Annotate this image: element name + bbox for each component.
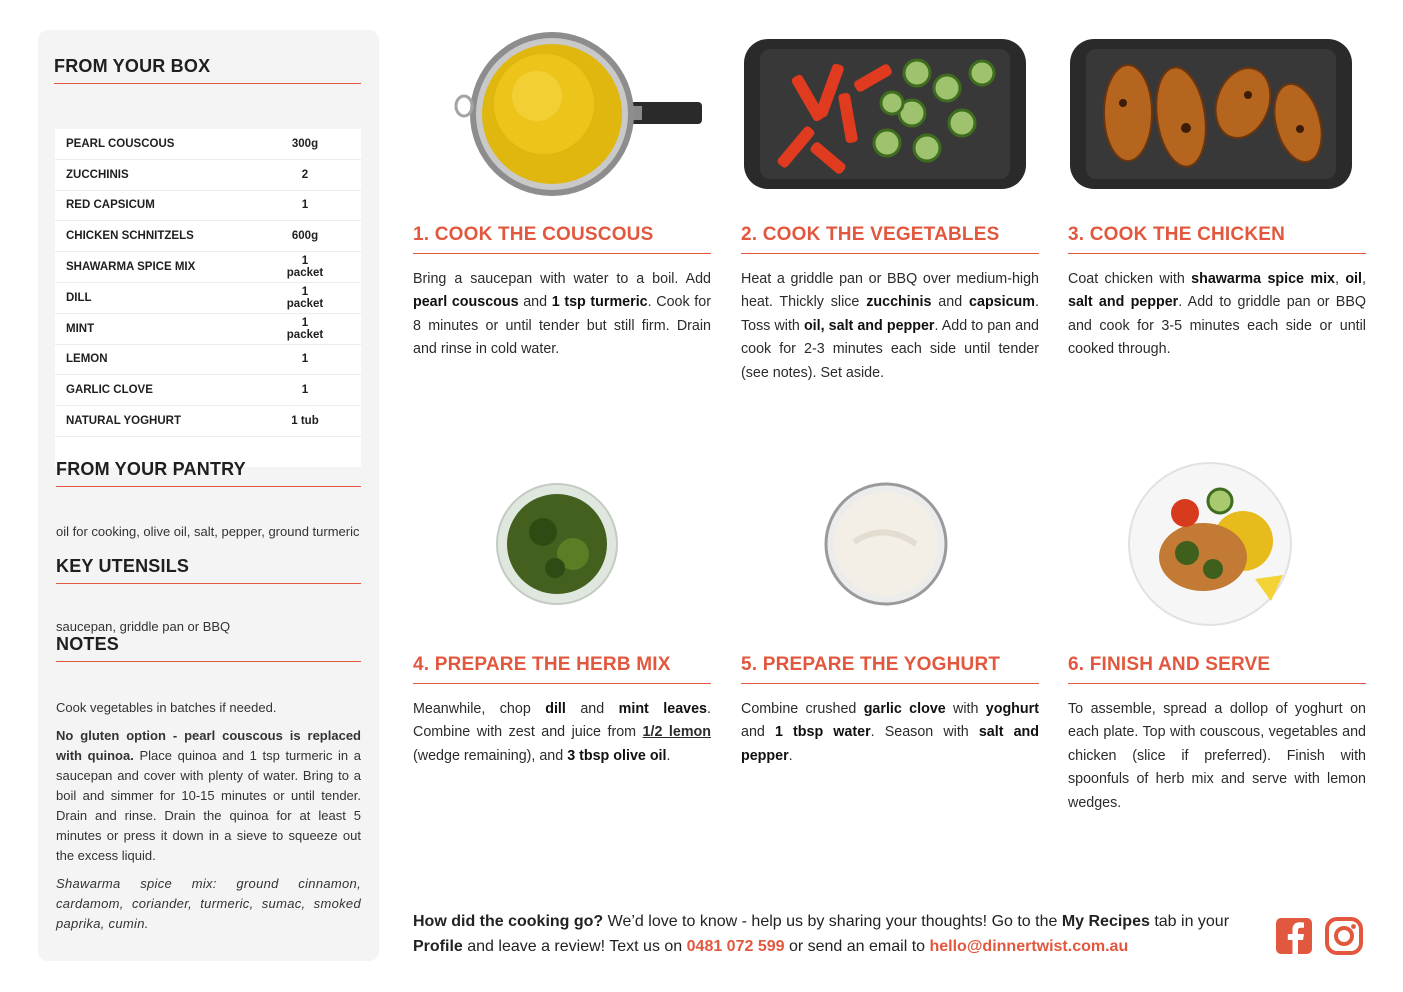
- chicken-griddle-image: [1068, 33, 1354, 193]
- step-text-part: salt and pepper: [741, 724, 1040, 764]
- step-text-part: (wedge remaining), and: [413, 747, 568, 764]
- footer-my-recipes: My Recipes: [1061, 913, 1150, 930]
- ingredient-quantity: 1: [301, 353, 309, 366]
- step-2-text: [741, 268, 1039, 385]
- footer-profile: Profile: [413, 938, 463, 955]
- step-5-text: [741, 698, 1039, 768]
- ingredient-row: [55, 345, 361, 376]
- notes-body: [56, 698, 361, 942]
- ingredient-name: GARLIC CLOVE: [66, 384, 153, 397]
- step-text-part: salt and pepper: [1068, 294, 1179, 311]
- step-text-part: Combine crushed: [741, 701, 864, 717]
- step-text-part: Meanwhile, chop: [413, 701, 546, 717]
- step-text-part: 3 tbsp olive oil: [567, 747, 667, 764]
- step-text-part: . Add to griddle pan or BBQ and cook for 3-5 minutes each side or until cooked through.: [1068, 294, 1366, 358]
- step-text-part: . Combine with zest and juice from: [413, 701, 711, 741]
- couscous-saucepan-image: [452, 30, 704, 198]
- vegetables-griddle-image: [742, 33, 1028, 193]
- step-1-text: [413, 268, 711, 362]
- step-text-part: and: [518, 294, 552, 311]
- footer-question: How did the cooking go?: [413, 913, 604, 930]
- step-text-part: Coat chicken with: [1068, 271, 1192, 287]
- step-6-text: [1068, 698, 1366, 815]
- step-3: [1068, 224, 1366, 362]
- ingredient-quantity: 2: [301, 168, 309, 181]
- step-text-part: 1 tsp turmeric: [551, 294, 648, 311]
- step-6-title: 6. FINISH AND SERVE: [1068, 654, 1366, 684]
- footer-text-1: We’d love to know - help us by sharing your thoughts! Go to the: [603, 913, 1062, 930]
- pantry-text: oil for cooking, olive oil, salt, pepper, ground turmeric: [56, 524, 360, 539]
- ingredient-name: SHAWARMA SPICE MIX: [66, 261, 196, 274]
- step-text-part: oil, salt and pepper: [803, 317, 935, 334]
- step-3-text: [1068, 268, 1366, 362]
- ingredient-quantity: 1 packet: [286, 316, 324, 341]
- step-text-part: zucchinis: [866, 294, 932, 311]
- step-text-part: . Toss with: [741, 294, 1039, 334]
- ingredient-name: DILL: [66, 291, 92, 304]
- step-4-text: [413, 698, 711, 768]
- step-text-part: 1/2 lemon: [642, 724, 711, 741]
- ingredient-row: [55, 221, 361, 252]
- ingredient-name: LEMON: [66, 353, 108, 366]
- from-your-box-heading: FROM YOUR BOX: [54, 56, 361, 84]
- step-text-part: .: [666, 747, 671, 764]
- footer-text-4: or send an email to: [784, 938, 930, 955]
- ingredient-name: NATURAL YOGHURT: [66, 415, 181, 428]
- footer-text-3: and leave a review! Text us on: [462, 938, 687, 955]
- step-text-part: 1 tbsp water: [774, 724, 871, 741]
- ingredient-quantity: 1: [301, 384, 309, 397]
- ingredient-quantity: 300g: [291, 137, 319, 150]
- ingredient-quantity: 1: [301, 199, 309, 212]
- step-text-part: . Add to pan and cook for 2-3 minutes each side until tender (see notes). Set aside.: [741, 317, 1039, 381]
- ingredients-table: [55, 129, 361, 467]
- notes-spice-mix: Shawarma spice mix: ground cinnamon, cardamom, coriander, turmeric, sumac, smoked paprika, cumin.: [56, 876, 361, 931]
- step-text-part: and: [931, 294, 970, 311]
- step-4-title: 4. PREPARE THE HERB MIX: [413, 654, 711, 684]
- step-text-part: capsicum: [969, 294, 1036, 311]
- step-text-part: .: [788, 747, 793, 764]
- notes-gluten-free: [56, 726, 361, 866]
- step-text-part: ,: [1362, 271, 1366, 287]
- footer-phone-link[interactable]: 0481 072 599: [686, 938, 785, 955]
- finished-plate-image: [1125, 461, 1295, 627]
- notes-gluten-free-bold: No gluten option - pearl couscous is replaced with quinoa.: [56, 728, 361, 763]
- step-3-title: 3. COOK THE CHICKEN: [1068, 224, 1366, 254]
- step-text-part: with: [945, 701, 986, 717]
- step-text-part: yoghurt: [985, 701, 1039, 717]
- step-text-part: shawarma spice mix: [1191, 271, 1335, 287]
- step-2: [741, 224, 1039, 385]
- sidebar: [38, 30, 379, 961]
- ingredient-row: [55, 191, 361, 222]
- herb-mix-bowl-image: [493, 482, 621, 606]
- step-text-part: . Season with: [870, 724, 979, 741]
- step-text-part: . Cook for 8 minutes or until tender but still firm. Drain and rinse in cold water.: [413, 294, 711, 358]
- ingredient-row: [55, 129, 361, 160]
- notes-line: Cook vegetables in batches if needed.: [56, 700, 277, 715]
- ingredient-row: [55, 252, 361, 283]
- step-text-part: To assemble, spread a dollop of yoghurt on each plate. Top with couscous, vegetables and chicken (slice if preferred). Finish with spoonfuls of herb mix and serve with lemon wedges.: [1068, 701, 1366, 811]
- step-text-part: Bring a saucepan with water to a boil. Add: [413, 271, 711, 287]
- notes-gluten-free-text: Place quinoa and 1 tsp turmeric in a saucepan and cover with plenty of water. Bring to a boil and simmer for 10-15 minutes or until tender. Drain and rinse. Drain the quinoa for at least 5 minutes or press it down in a sieve to squeeze out the excess liquid.: [56, 748, 361, 863]
- instagram-icon[interactable]: [1324, 916, 1364, 956]
- ingredient-name: PEARL COUSCOUS: [66, 137, 175, 150]
- ingredient-row: [55, 283, 361, 314]
- step-text-part: garlic clove: [863, 701, 946, 717]
- yoghurt-bowl-image: [824, 482, 948, 606]
- ingredient-quantity: 1 tub: [291, 415, 319, 428]
- ingredient-row: [55, 160, 361, 191]
- step-2-title: 2. COOK THE VEGETABLES: [741, 224, 1039, 254]
- ingredient-quantity: 1 packet: [286, 255, 324, 280]
- step-1: [413, 224, 711, 362]
- ingredient-row: [55, 406, 361, 437]
- from-your-pantry-heading: FROM YOUR PANTRY: [56, 459, 361, 487]
- ingredient-row: [55, 375, 361, 406]
- ingredient-name: CHICKEN SCHNITZELS: [66, 230, 194, 243]
- step-text-part: and: [741, 724, 775, 741]
- footer-email-link[interactable]: hello@dinnertwist.com.au: [929, 938, 1129, 955]
- step-6: [1068, 654, 1366, 815]
- step-text-part: and: [565, 701, 619, 717]
- ingredient-name: MINT: [66, 322, 95, 335]
- ingredient-name: RED CAPSICUM: [66, 199, 155, 212]
- step-1-title: 1. COOK THE COUSCOUS: [413, 224, 711, 254]
- ingredient-row: [55, 314, 361, 345]
- step-text-part: pearl couscous: [413, 294, 519, 311]
- notes-heading: NOTES: [56, 634, 361, 662]
- step-text-part: mint leaves: [618, 701, 707, 717]
- step-5-title: 5. PREPARE THE YOGHURT: [741, 654, 1039, 684]
- key-utensils-heading: KEY UTENSILS: [56, 556, 361, 584]
- utensils-text: saucepan, griddle pan or BBQ: [56, 619, 231, 634]
- facebook-icon[interactable]: [1274, 916, 1314, 956]
- step-4: [413, 654, 711, 768]
- feedback-footer: [413, 909, 1263, 959]
- ingredient-name: ZUCCHINIS: [66, 168, 129, 181]
- ingredient-quantity: 1 packet: [286, 285, 324, 310]
- step-text-part: Heat a griddle pan or BBQ over medium-high heat. Thickly slice: [741, 271, 1039, 311]
- step-text-part: oil: [1345, 271, 1363, 287]
- footer-text-2: tab in your: [1149, 913, 1230, 930]
- step-text-part: dill: [545, 701, 566, 717]
- step-5: [741, 654, 1039, 768]
- ingredient-quantity: 600g: [291, 230, 319, 243]
- step-text-part: ,: [1335, 271, 1346, 287]
